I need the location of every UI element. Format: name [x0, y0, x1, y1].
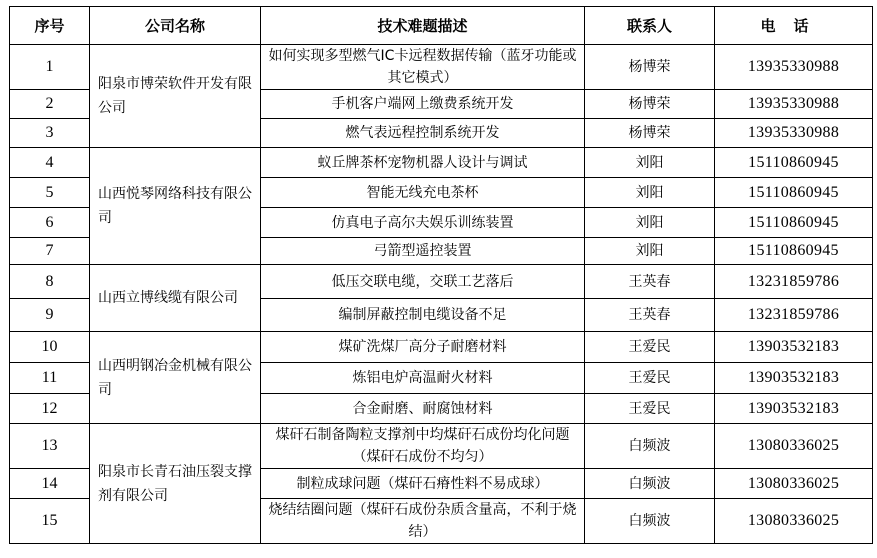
- contact-name: 王爱民: [585, 332, 715, 363]
- contact-name: 杨博荣: [585, 119, 715, 148]
- phone-number: 13935330988: [715, 90, 873, 119]
- header-index: 序号: [10, 7, 90, 45]
- problem-description: 煤矿洗煤厂高分子耐磨材料: [261, 332, 585, 363]
- table-row: [10, 148, 873, 178]
- phone-number: 13080336025: [715, 424, 873, 469]
- phone-number: 13231859786: [715, 265, 873, 299]
- row-index: 1: [10, 45, 90, 90]
- tech-problems-table: [9, 6, 873, 544]
- row-index: 12: [10, 394, 90, 424]
- table-row: [10, 45, 873, 90]
- row-index: 6: [10, 208, 90, 238]
- table-row: [10, 424, 873, 469]
- row-index: 5: [10, 178, 90, 208]
- contact-name: 王英春: [585, 299, 715, 332]
- problem-description: 煤矸石制备陶粒支撑剂中均煤矸石成份均化问题（煤矸石成份不均匀）: [261, 424, 585, 469]
- header-row: [10, 7, 873, 45]
- row-index: 4: [10, 148, 90, 178]
- phone-number: 15110860945: [715, 148, 873, 178]
- row-index: 9: [10, 299, 90, 332]
- company-name: 山西明钢冶金机械有限公司: [90, 332, 261, 424]
- row-index: 8: [10, 265, 90, 299]
- row-index: 11: [10, 363, 90, 394]
- row-index: 7: [10, 238, 90, 265]
- phone-number: 13231859786: [715, 299, 873, 332]
- row-index: 3: [10, 119, 90, 148]
- problem-description: 合金耐磨、耐腐蚀材料: [261, 394, 585, 424]
- contact-name: 刘阳: [585, 208, 715, 238]
- row-index: 15: [10, 499, 90, 544]
- contact-name: 白频波: [585, 424, 715, 469]
- contact-name: 杨博荣: [585, 90, 715, 119]
- header-phone: 电话: [715, 7, 873, 45]
- problem-description: 智能无线充电茶杯: [261, 178, 585, 208]
- table-row: [10, 332, 873, 363]
- problem-description: 蚁丘牌茶杯宠物机器人设计与调试: [261, 148, 585, 178]
- header-problem: 技术难题描述: [261, 7, 585, 45]
- problem-description: 炼铝电炉高温耐火材料: [261, 363, 585, 394]
- company-name: 阳泉市长青石油压裂支撑剂有限公司: [90, 424, 261, 544]
- phone-number: 15110860945: [715, 238, 873, 265]
- problem-description: 烧结结圈问题（煤矸石成份杂质含量高，不利于烧结）: [261, 499, 585, 544]
- contact-name: 王爱民: [585, 363, 715, 394]
- row-index: 2: [10, 90, 90, 119]
- phone-number: 13903532183: [715, 394, 873, 424]
- contact-name: 杨博荣: [585, 45, 715, 90]
- problem-description: 手机客户端网上缴费系统开发: [261, 90, 585, 119]
- problem-description: 燃气表远程控制系统开发: [261, 119, 585, 148]
- phone-number: 13903532183: [715, 332, 873, 363]
- problem-description: 制粒成球问题（煤矸石瘠性料不易成球）: [261, 469, 585, 499]
- company-name: 阳泉市博荣软件开发有限公司: [90, 45, 261, 148]
- header-company: 公司名称: [90, 7, 261, 45]
- phone-number: 13903532183: [715, 363, 873, 394]
- header-contact: 联系人: [585, 7, 715, 45]
- contact-name: 王爱民: [585, 394, 715, 424]
- contact-name: 刘阳: [585, 148, 715, 178]
- company-name: 山西悦琴网络科技有限公司: [90, 148, 261, 265]
- problem-description: 如何实现多型燃气IC卡远程数据传输（蓝牙功能或其它模式）: [261, 45, 585, 90]
- phone-number: 15110860945: [715, 208, 873, 238]
- phone-number: 13080336025: [715, 499, 873, 544]
- contact-name: 刘阳: [585, 238, 715, 265]
- contact-name: 王英春: [585, 265, 715, 299]
- problem-description: 仿真电子高尔夫娱乐训练装置: [261, 208, 585, 238]
- row-index: 10: [10, 332, 90, 363]
- company-name: 山西立博线缆有限公司: [90, 265, 261, 332]
- problem-description: 编制屏蔽控制电缆设备不足: [261, 299, 585, 332]
- table-row: [10, 265, 873, 299]
- problem-description: 低压交联电缆，交联工艺落后: [261, 265, 585, 299]
- phone-number: 13080336025: [715, 469, 873, 499]
- row-index: 13: [10, 424, 90, 469]
- contact-name: 白频波: [585, 499, 715, 544]
- problem-description: 弓箭型遥控装置: [261, 238, 585, 265]
- row-index: 14: [10, 469, 90, 499]
- phone-number: 13935330988: [715, 119, 873, 148]
- phone-number: 13935330988: [715, 45, 873, 90]
- contact-name: 白频波: [585, 469, 715, 499]
- phone-number: 15110860945: [715, 178, 873, 208]
- contact-name: 刘阳: [585, 178, 715, 208]
